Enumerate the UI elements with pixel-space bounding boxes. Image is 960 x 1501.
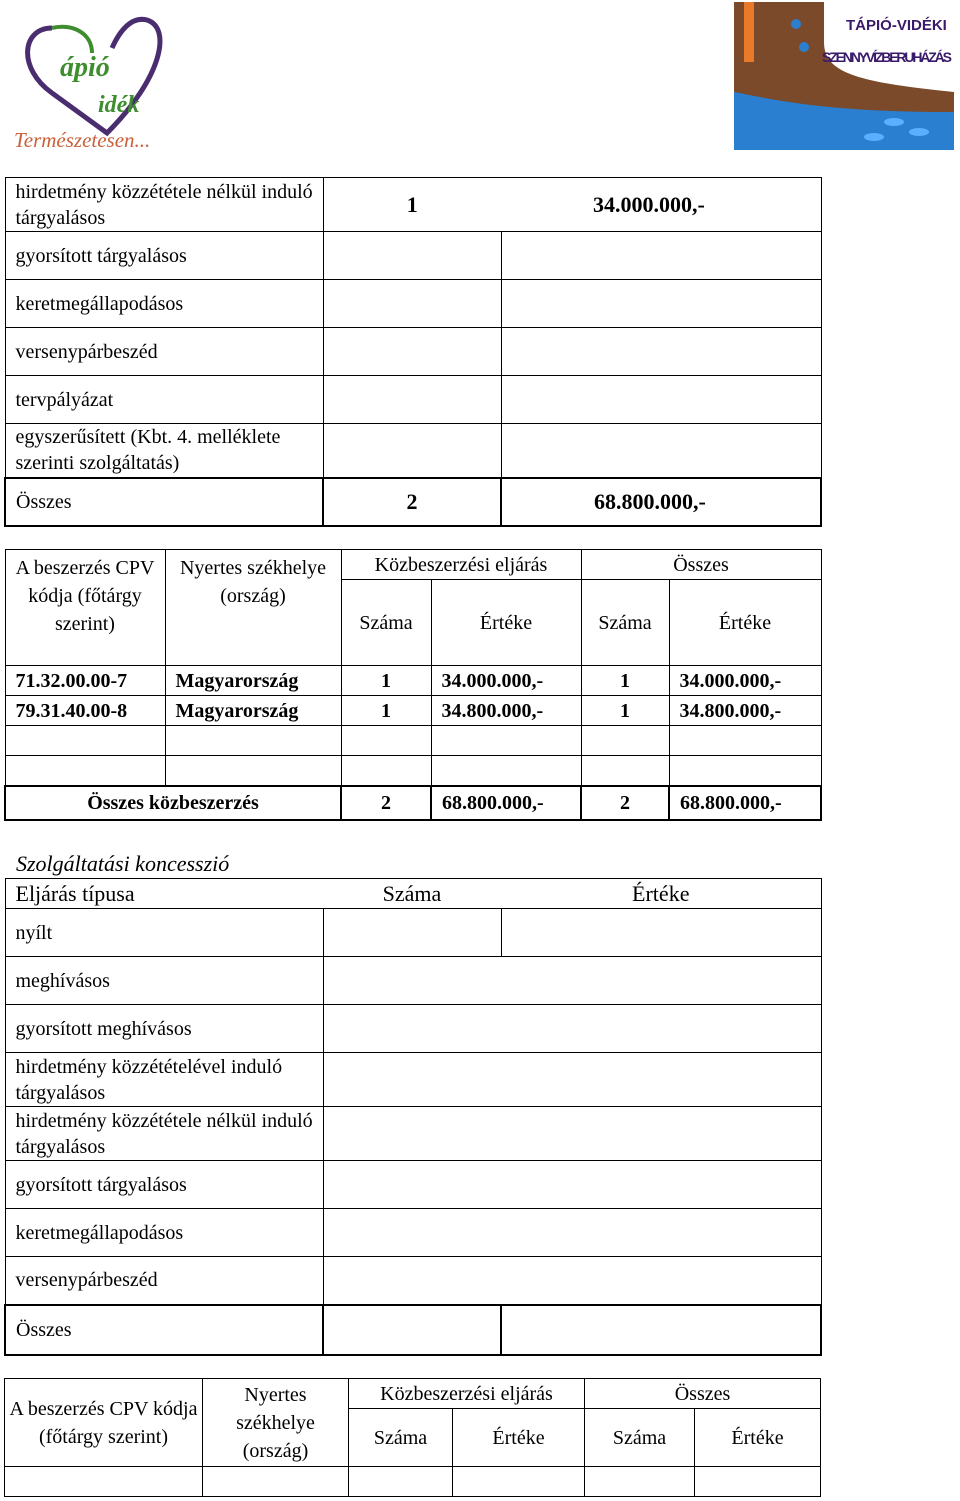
total-total-count: 2 [581,786,669,820]
type-cell: gyorsított tárgyalásos [5,1161,323,1209]
type-cell: nyílt [5,909,323,957]
procedure-type-cell: gyorsított tárgyalásos [5,232,323,280]
total-count-cell [581,726,669,756]
table-total-row [5,786,821,820]
table-row [5,328,821,376]
total-proc-value: 68.800.000,- [431,786,581,820]
table-total-row [5,478,821,526]
procedure-type-cell: hirdetmény közzététele nélkül induló tárgyalásos [5,178,323,232]
table-row [5,1209,821,1257]
country-cell: Magyarország [165,696,341,726]
procedure-count-cell [323,328,501,376]
table-row [5,1161,821,1209]
total-count-cell: 1 [581,696,669,726]
header-winner: Nyertes székhelye (ország) [203,1379,349,1467]
cpv-cell [5,726,165,756]
total-count-cell [585,1467,695,1497]
procedure-type-cell: keretmegállapodásos [5,280,323,328]
count-value-cell [323,1053,821,1107]
proc-count-cell [341,756,431,786]
table-row [5,909,821,957]
header-winner: Nyertes székhelye (ország) [165,550,341,666]
total-value-cell [501,1305,821,1355]
header-proc-value: Értéke [453,1409,585,1467]
table-row [5,280,821,328]
procedure-value-cell [501,328,821,376]
total-label-cell: Összes közbeszerzés [5,786,341,820]
type-cell: hirdetmény közzétételével induló tárgyalásos [5,1053,323,1107]
table-row [5,666,821,696]
table-row [5,178,821,232]
table-header-row [5,879,821,909]
procedure-count-cell [323,424,501,478]
cpv-cell [5,756,165,786]
proc-value-cell [431,726,581,756]
procedure-value-cell [501,232,821,280]
total-value-cell [695,1467,821,1497]
count-value-cell [323,1161,821,1209]
total-count-cell [581,756,669,786]
count-cell [323,909,501,957]
table-header-row [5,550,821,580]
proc-count-cell: 1 [341,666,431,696]
cpv-cell [5,1467,203,1497]
table-row [5,1467,821,1497]
country-cell [203,1467,349,1497]
table-row [5,232,821,280]
table-row [5,696,821,726]
header-total-value: Értéke [669,580,821,666]
proc-value-cell [431,756,581,786]
proc-value-cell [453,1467,585,1497]
concession-cpv-table [4,1378,821,1497]
header-total: Összes [581,550,821,580]
table-row [5,756,821,786]
procedure-value-cell [501,376,821,424]
table-row [5,1005,821,1053]
table-row [5,726,821,756]
cpv-cell: 71.32.00.00-7 [5,666,165,696]
header-type: Eljárás típusa [5,879,323,909]
count-value-cell [323,1005,821,1053]
header-proc-value: Értéke [431,580,581,666]
country-cell [165,756,341,786]
total-value-cell: 34.800.000,- [669,696,821,726]
total-count-cell: 2 [323,478,501,526]
procedure-type-cell: tervpályázat [5,376,323,424]
header-total-count: Száma [581,580,669,666]
total-proc-count: 2 [341,786,431,820]
procedure-value-cell: 34.000.000,- [501,178,821,232]
cpv-summary-table [4,549,822,821]
type-cell: meghívásos [5,957,323,1005]
procedure-summary-table [4,177,822,527]
header-procedure: Közbeszerzési eljárás [349,1379,585,1409]
pipe-water-logo-icon [734,2,954,150]
proc-value-cell: 34.000.000,- [431,666,581,696]
proc-count-cell: 1 [341,696,431,726]
logo-line-1: TÁPIÓ-VIDÉKI [846,17,947,34]
procedure-value-cell [501,280,821,328]
procedure-count-cell: 1 [323,178,501,232]
header-cpv: A beszerzés CPV kódja (főtárgy szerint) [5,1379,203,1467]
total-total-value: 68.800.000,- [669,786,821,820]
procedure-count-cell [323,376,501,424]
table-row [5,376,821,424]
procedure-type-cell: versenypárbeszéd [5,328,323,376]
logo-tagline: Természetesen... [14,128,151,152]
proc-count-cell [349,1467,453,1497]
table-row [5,1257,821,1305]
total-value-cell: 68.800.000,- [501,478,821,526]
procedure-count-cell [323,280,501,328]
total-label-cell: Összes [5,1305,323,1355]
table-row [5,1053,821,1107]
header-value: Értéke [501,879,821,909]
concession-table [4,878,822,1356]
logo-word-tapio: ápió [60,52,110,83]
country-cell: Magyarország [165,666,341,696]
proc-value-cell: 34.800.000,- [431,696,581,726]
procedure-count-cell [323,232,501,280]
header-total-value: Értéke [695,1409,821,1467]
total-count-cell: 1 [581,666,669,696]
cpv-cell: 79.31.40.00-8 [5,696,165,726]
type-cell: versenypárbeszéd [5,1257,323,1305]
total-value-cell [669,756,821,786]
header-total: Összes [585,1379,821,1409]
header-count: Száma [323,879,501,909]
header-cpv: A beszerzés CPV kódja (főtárgy szerint) [5,550,165,666]
proc-count-cell [341,726,431,756]
count-value-cell [323,1209,821,1257]
table-row [5,957,821,1005]
szennyviz-logo [734,2,954,150]
table-header-row [5,1379,821,1409]
logo-line-2: SZENNYVÍZBERUHÁZÁS [822,49,952,65]
logo-word-videk: idék [98,92,140,118]
type-cell: hirdetmény közzététele nélkül induló tárgyalásos [5,1107,323,1161]
header-total-count: Száma [585,1409,695,1467]
table-row [5,424,821,478]
table-total-row [5,1305,821,1355]
value-cell [501,909,821,957]
table-row [5,1107,821,1161]
total-value-cell: 34.000.000,- [669,666,821,696]
section-title: Szolgáltatási koncesszió [16,851,230,876]
procedure-value-cell [501,424,821,478]
header-proc-count: Száma [349,1409,453,1467]
header-procedure: Közbeszerzési eljárás [341,550,581,580]
count-value-cell [323,1107,821,1161]
count-value-cell [323,957,821,1005]
procedure-type-cell: egyszerűsített (Kbt. 4. melléklete szerinti szolgáltatás) [5,424,323,478]
type-cell: gyorsított meghívásos [5,1005,323,1053]
total-label-cell: Összes [5,478,323,526]
total-value-cell [669,726,821,756]
country-cell [165,726,341,756]
type-cell: keretmegállapodásos [5,1209,323,1257]
header-proc-count: Száma [341,580,431,666]
count-value-cell [323,1257,821,1305]
total-count-cell [323,1305,501,1355]
